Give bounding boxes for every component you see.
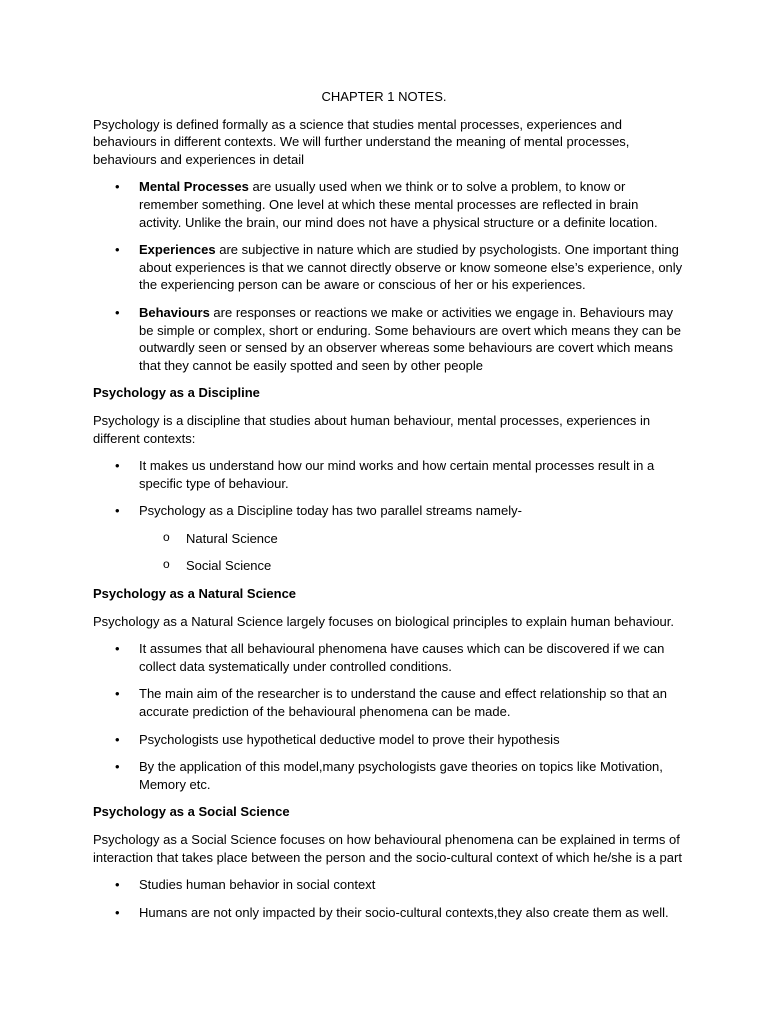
list-item: • Studies human behavior in social context	[93, 876, 683, 894]
list-item: • It makes us understand how our mind works and how certain mental processes result in a specific type of behaviour.	[93, 457, 683, 492]
definition-term: Mental Processes	[139, 179, 249, 195]
definition-text: are subjective in nature which are studied by psychologists. One important thing about experiences is that we cannot directly observe or know someone else’s experience, only the experiencing person can be aware or conscious of her or his experiences.	[139, 242, 683, 293]
list-item: • By the application of this model,many psychologists gave theories on topics like Motivation, Memory etc.	[93, 758, 683, 793]
discipline-heading: Psychology as a Discipline	[93, 385, 260, 401]
intro-paragraph: Psychology is defined formally as a science that studies mental processes, experiences and behaviours in different contexts. We will further understand the meaning of mental processes, behaviours and experiences in detail	[93, 116, 630, 167]
definition-item-experiences	[93, 241, 683, 294]
social-science-intro: Psychology as a Social Science focuses on how behavioural phenomena can be explained in terms of interaction that takes place between the person and the socio-cultural context of which he/she is a part	[93, 832, 682, 865]
list-item: • It assumes that all behavioural phenomena have causes which can be discovered if we can collect data systematically under controlled conditions.	[93, 640, 683, 675]
document-page	[93, 88, 683, 931]
list-item: • Psychologists use hypothetical deductive model to prove their hypothesis	[93, 731, 683, 749]
stream-item-natural-science: o Natural Science	[93, 530, 683, 548]
natural-science-list	[93, 640, 683, 793]
natural-science-heading: Psychology as a Natural Science	[93, 586, 297, 602]
social-science-list	[93, 876, 683, 921]
list-item: • Psychology as a Discipline today has two parallel streams namely-	[93, 502, 683, 520]
definition-text: are responses or reactions we make or activities we engage in. Behaviours may be simple or complex, short or enduring. Some behaviours are overt which means they can be outwardly seen or sensed by an observer whereas some behaviours are covert which means that they cannot be easily spotted and seen by other people	[139, 304, 681, 373]
streams-list	[93, 530, 683, 575]
definition-term: Behaviours	[139, 304, 210, 320]
definition-text: are usually used when we think or to solve a problem, to know or remember something. One level at which these mental processes are reflected in brain activity. Unlike the brain, our mind does not have a physical structure or a definite location.	[139, 179, 658, 230]
stream-item-social-science: o Social Science	[93, 557, 683, 575]
discipline-intro: Psychology is a discipline that studies about human behaviour, mental processes, experiences in different contexts:	[93, 412, 651, 446]
definition-item-behaviours	[93, 304, 683, 374]
definition-item-mental-processes	[93, 178, 683, 231]
document-title: CHAPTER 1 NOTES.	[321, 89, 447, 104]
discipline-list	[93, 457, 683, 520]
definition-term: Experiences	[139, 242, 216, 258]
social-science-heading: Psychology as a Social Science	[93, 804, 290, 820]
list-item: • The main aim of the researcher is to understand the cause and effect relationship so that an accurate prediction of the behavioural phenomena can be made.	[93, 685, 683, 720]
definitions-list	[93, 178, 683, 374]
natural-science-intro: Psychology as a Natural Science largely focuses on biological principles to explain human behaviour.	[93, 613, 675, 629]
list-item: • Humans are not only impacted by their socio-cultural contexts,they also create them as well.	[93, 904, 683, 922]
